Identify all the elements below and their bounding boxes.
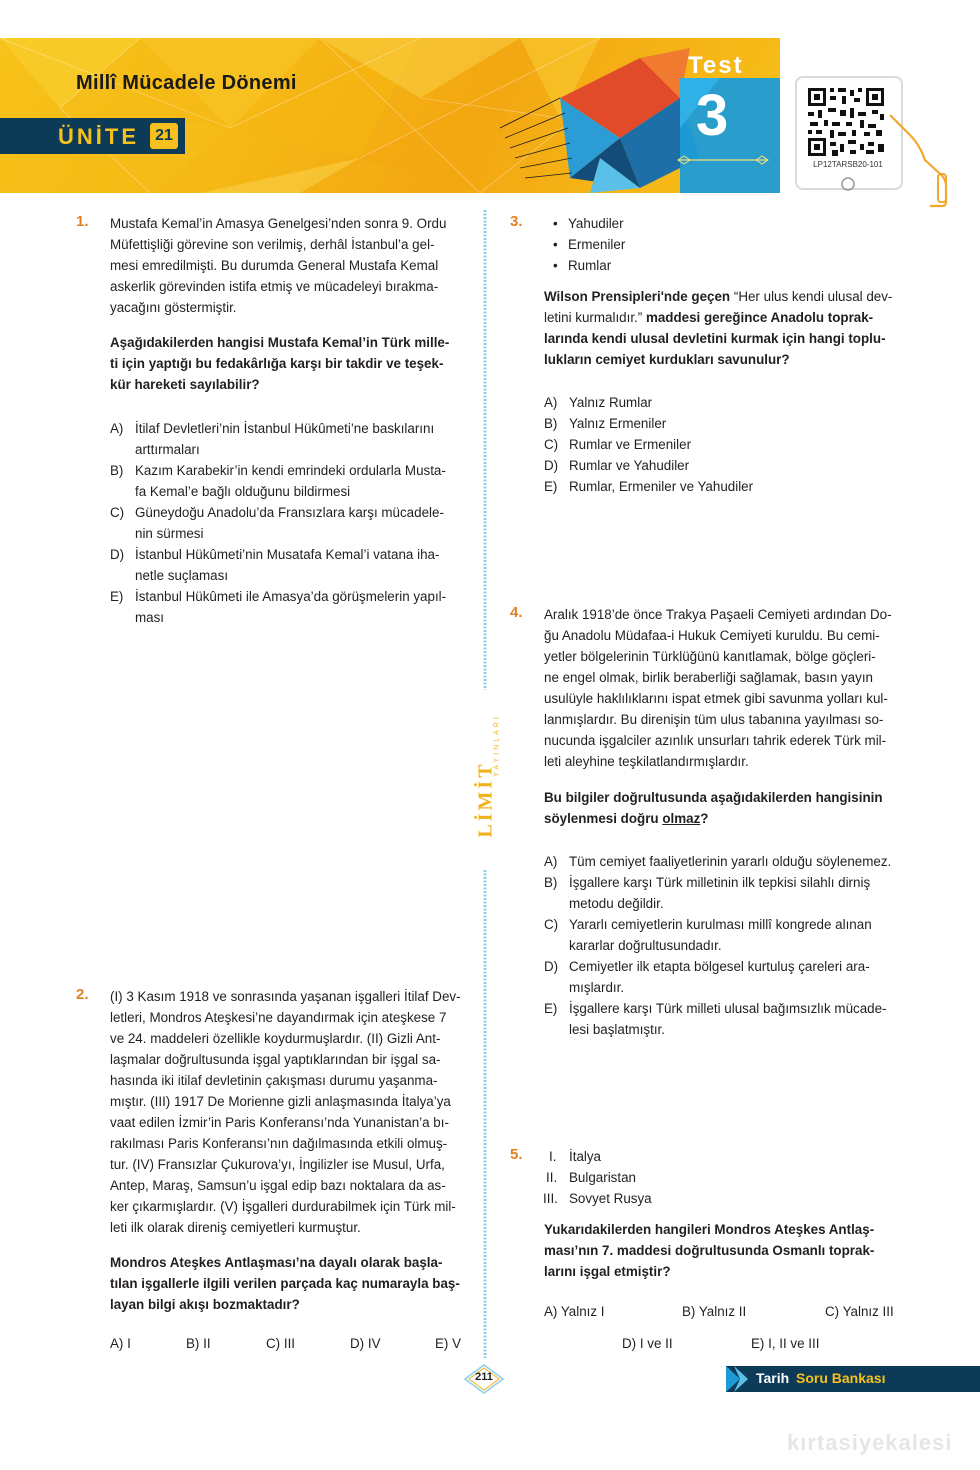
q1-number: 1. <box>76 213 89 230</box>
q2-line: ve 24. maddeleri özellikle koydurmuşlardır. (II) Gizli Ant- <box>110 1031 441 1046</box>
q5-question <box>544 1219 896 1282</box>
q2-option-e[interactable]: E) V <box>435 1336 462 1351</box>
q4-passage <box>544 604 896 772</box>
option-text: arttırmaları <box>135 442 200 457</box>
option-letter: A) <box>544 395 558 410</box>
bullet-icon: • <box>553 258 558 273</box>
q2-line: (I) 3 Kasım 1918 ve sonrasında yaşanan işgalleri İtilaf Dev- <box>110 989 461 1004</box>
q2-option-b[interactable]: B) II <box>186 1336 211 1351</box>
test-label: Test <box>688 52 744 79</box>
q5-roman: III. <box>543 1191 558 1206</box>
option-text: İtilaf Devletleri’nin İstanbul Hükûmeti’ne baskılarını <box>135 421 435 436</box>
option-letter: C) <box>544 437 559 452</box>
q3-bullet-text: Yahudiler <box>568 216 624 231</box>
q1-line: Müfettişliği görevine son verilmiş, derhâl İstanbul’a gel- <box>110 237 435 252</box>
q3-bullet-item <box>553 213 558 234</box>
page-number: 211 <box>475 1371 493 1383</box>
bullet-icon: • <box>553 216 558 231</box>
q2-line: mıştır. (III) 1917 De Morienne gizli anlaşmasında İtalya’ya <box>110 1094 451 1109</box>
q2-line: Antep, Maraş, Samsun’u işgal edip bazı noktalara da as- <box>110 1178 446 1193</box>
qr-code-icon <box>806 86 886 158</box>
option-letter: D) <box>110 547 125 562</box>
q4-qline: söylenmesi doğru <box>544 811 663 826</box>
q1-qline: kür hareketi sayılabilir? <box>110 377 260 392</box>
option-text: İşgallere karşı Türk milletinin ilk tepkisi silahlı dirniş <box>569 875 871 890</box>
q1-option-d[interactable] <box>110 544 462 586</box>
q2-number: 2. <box>76 986 89 1003</box>
q5-option-d[interactable]: D) I ve II <box>622 1336 673 1351</box>
q5-roman: II. <box>546 1170 558 1185</box>
q2-passage <box>110 986 462 1238</box>
option-text: Cemiyetler ilk etapta bölgesel kurtuluş çareleri ara- <box>569 959 870 974</box>
q1-line: Mustafa Kemal’in Amasya Genelgesi’nden sonra 9. Ordu <box>110 216 447 231</box>
q3-option-d[interactable] <box>544 455 896 476</box>
option-letter: B) <box>110 463 124 478</box>
q1-passage <box>110 213 462 318</box>
q3-qline: lukların cemiyet kurdukları savunulur? <box>544 352 790 367</box>
q1-option-c[interactable] <box>110 502 462 544</box>
q4-line: lanmışlardır. Bu direnişin tüm ulus tabanına yayılması so- <box>544 712 884 727</box>
option-text: Yalnız Ermeniler <box>569 416 667 431</box>
q4-line: leti aleyhine teşkilatlandırmışlardır. <box>544 754 749 769</box>
option-text: lesi başlatmıştır. <box>569 1022 665 1037</box>
q2-line: leti ilk olarak direniş cemiyetleri kurmuştur. <box>110 1220 361 1235</box>
brand-sub: YAYINLARI <box>493 714 501 777</box>
q1-line: askerlik görevinden istifa etmiş ve mücadeleyi bırakma- <box>110 279 439 294</box>
option-letter: B) <box>544 416 558 431</box>
option-text: kararlar doğrultusundadır. <box>569 938 722 953</box>
q3-q-normal1: “Her ulus kendi ulusal dev- <box>733 289 893 304</box>
q4-number: 4. <box>510 604 523 621</box>
q2-question <box>110 1252 462 1315</box>
q3-q-normal2: letini kurmalıdır.” <box>544 310 643 325</box>
q1-line: yacağını göstermiştir. <box>110 300 237 315</box>
option-text: netle suçlaması <box>135 568 229 583</box>
q1-line: mesi emredilmişti. Bu durumda General Mustafa Kemal <box>110 258 439 273</box>
q4-q-end: ? <box>700 811 709 826</box>
option-text: İstanbul Hükûmeti ile Amasya’da görüşmelerin yapıl- <box>135 589 447 604</box>
book-title-2: Soru Bankası <box>796 1370 886 1386</box>
q5-qline: ması’nın 7. maddesi doğrultusunda Osmanlı toprak- <box>544 1243 875 1258</box>
bullet-icon: • <box>553 237 558 252</box>
q5-option-b[interactable]: B) Yalnız II <box>682 1304 747 1319</box>
q1-option-a[interactable] <box>110 418 462 460</box>
option-text: mışlardır. <box>569 980 625 995</box>
q3-question <box>544 286 896 370</box>
q2-line: letleri, Mondros Ateşkesi’ne dayandırmak için ateşkese 7 <box>110 1010 447 1025</box>
q3-option-b[interactable] <box>544 413 896 434</box>
option-text: İşgallere karşı Türk milleti ulusal bağımsızlık mücade- <box>569 1001 887 1016</box>
option-text: Yalnız Rumlar <box>569 395 653 410</box>
option-text: Kazım Karabekir’in kendi emrindeki ordularla Musta- <box>135 463 446 478</box>
q4-option-a[interactable] <box>544 851 896 872</box>
option-text: Tüm cemiyet faaliyetlerinin yararlı olduğu söylenemez. <box>569 854 892 869</box>
tablet-button-icon <box>840 176 856 192</box>
q4-line: ğu Anadolu Müdafaa-i Hukuk Cemiyeti kuruldu. Bu cemi- <box>544 628 880 643</box>
q3-qline: larında kendi ulusal devletini kurmak için hangi toplu- <box>544 331 886 346</box>
q2-line: vaat edilen İzmir’in Paris Konferansı’nda Yunanistan’a bı- <box>110 1115 449 1130</box>
option-letter: B) <box>544 875 558 890</box>
q4-option-e[interactable] <box>544 998 896 1040</box>
q5-option-e[interactable]: E) I, II ve III <box>751 1336 820 1351</box>
q5-item: Sovyet Rusya <box>569 1191 652 1206</box>
q3-option-c[interactable] <box>544 434 896 455</box>
q4-option-c[interactable] <box>544 914 896 956</box>
q4-line: yetler bölgelerinin Türklüğünü kanıtlamak, bölge göçleri- <box>544 649 876 664</box>
q3-bullet-item <box>553 255 558 276</box>
q5-roman: I. <box>549 1149 557 1164</box>
q3-bullet-item <box>553 234 558 255</box>
q5-qline: larını işgal etmiştir? <box>544 1264 671 1279</box>
option-text: nin sürmesi <box>135 526 204 541</box>
q3-number: 3. <box>510 213 523 230</box>
tablet-hand-icon <box>880 110 950 210</box>
q3-q-bold1: Wilson Prensipleri'nde geçen <box>544 289 731 304</box>
q2-line: laşmalar doğrultusunda işgal yaptıklarından bir işgal sa- <box>110 1052 441 1067</box>
q2-option-c[interactable]: C) III <box>266 1336 296 1351</box>
q2-line: tur. (IV) Fransızlar Çukurova’yı, İngilizler ise Musul, Urfa, <box>110 1157 445 1172</box>
watermark: kırtasiyekalesi <box>787 1430 953 1455</box>
q1-option-b[interactable] <box>110 460 462 502</box>
brand-name: LİMİT <box>474 761 497 838</box>
option-text: Rumlar, Ermeniler ve Yahudiler <box>569 479 754 494</box>
q2-qline: Mondros Ateşkes Antlaşması’na dayalı olarak başla- <box>110 1255 443 1270</box>
unite-label: ÜNİTE <box>58 124 139 149</box>
q1-option-e[interactable] <box>110 586 462 628</box>
q2-line: rakılması Paris Konferansı’nın dağılmasında etkili olmuş- <box>110 1136 448 1151</box>
q4-line: ne engel olmak, birlik beraberliği sağlamak, basın yayın <box>544 670 873 685</box>
q5-qline: Yukarıdakilerden hangileri Mondros Ateşkes Antlaş- <box>544 1222 875 1237</box>
option-text: Rumlar ve Yahudiler <box>569 458 690 473</box>
q3-bullet-text: Ermeniler <box>568 237 626 252</box>
header-pattern <box>0 38 780 193</box>
q4-q-underlined: olmaz <box>662 811 701 826</box>
option-letter: D) <box>544 458 559 473</box>
brand-mark <box>468 700 508 860</box>
q5-option-a[interactable]: A) Yalnız I <box>544 1304 605 1319</box>
option-letter: D) <box>544 959 559 974</box>
q4-line: nucunda işgalciler azınlık unsurları tahrik ederek Türk mil- <box>544 733 887 748</box>
q2-line: ker çıkarmışlardır. (V) İşgalleri durdurabilmek için Türk mil- <box>110 1199 456 1214</box>
option-letter: E) <box>544 479 558 494</box>
q4-option-b[interactable] <box>544 872 896 914</box>
q1-question <box>110 332 462 395</box>
footer-arrow-icon <box>726 1366 750 1392</box>
option-letter: A) <box>110 421 124 436</box>
option-letter: C) <box>110 505 125 520</box>
q5-number: 5. <box>510 1146 523 1163</box>
q4-question <box>544 787 896 829</box>
q4-line: usulüyle haklılıklarını ispat etmek gibi savunma yolları kul- <box>544 691 888 706</box>
option-text: Rumlar ve Ermeniler <box>569 437 692 452</box>
q5-item: İtalya <box>569 1149 602 1164</box>
option-letter: E) <box>110 589 124 604</box>
option-text: ması <box>135 610 165 625</box>
option-text: Güneydoğu Anadolu’da Fransızlara karşı mücadele- <box>135 505 444 520</box>
q4-option-d[interactable] <box>544 956 896 998</box>
q2-option-a[interactable]: A) I <box>110 1336 131 1351</box>
q1-qline: Aşağıdakilerden hangisi Mustafa Kemal’in Türk mille- <box>110 335 450 350</box>
q4-line: Aralık 1918’de önce Trakya Paşaeli Cemiyeti ardından Do- <box>544 607 892 622</box>
option-text: İstanbul Hükûmeti’nin Musatafa Kemal’i vatana iha- <box>135 547 440 562</box>
option-text: Yararlı cemiyetlerin kurulması millî kongrede alınan <box>569 917 872 932</box>
q5-option-c[interactable]: C) Yalnız III <box>825 1304 894 1319</box>
q2-qline: tılan işgallerle ilgili verilen parçada kaç numarayla baş- <box>110 1276 460 1291</box>
unite-number: 21 <box>150 123 178 149</box>
q1-qline: ti için yaptığı bu fedakârlığa karşı bir takdir ve teşek- <box>110 356 444 371</box>
book-title-1: Tarih <box>756 1370 790 1386</box>
q2-option-d[interactable]: D) IV <box>350 1336 381 1351</box>
test-number: 3 <box>696 83 729 148</box>
option-text: fa Kemal’e bağlı olduğunu bildirmesi <box>135 484 351 499</box>
q3-q-bold2: maddesi gereğince Anadolu toprak- <box>642 310 874 325</box>
option-letter: C) <box>544 917 559 932</box>
option-letter: A) <box>544 854 558 869</box>
q2-qline: layan bilgi akışı bozmaktadır? <box>110 1297 300 1312</box>
header-banner <box>0 38 780 193</box>
option-text: metodu değildir. <box>569 896 664 911</box>
qr-code-label: LP12TARSB20-101 <box>813 160 883 169</box>
page-title: Millî Mücadele Dönemi <box>76 72 297 94</box>
q3-bullet-text: Rumlar <box>568 258 612 273</box>
q5-item: Bulgaristan <box>569 1170 636 1185</box>
option-letter: E) <box>544 1001 558 1016</box>
q4-qline: Bu bilgiler doğrultusunda aşağıdakilerden hangisinin <box>544 790 883 805</box>
q2-line: hasında iki itilaf devletinin çakışması durumu yaşanma- <box>110 1073 438 1088</box>
q3-option-e[interactable] <box>544 476 896 497</box>
q3-option-a[interactable] <box>544 392 896 413</box>
